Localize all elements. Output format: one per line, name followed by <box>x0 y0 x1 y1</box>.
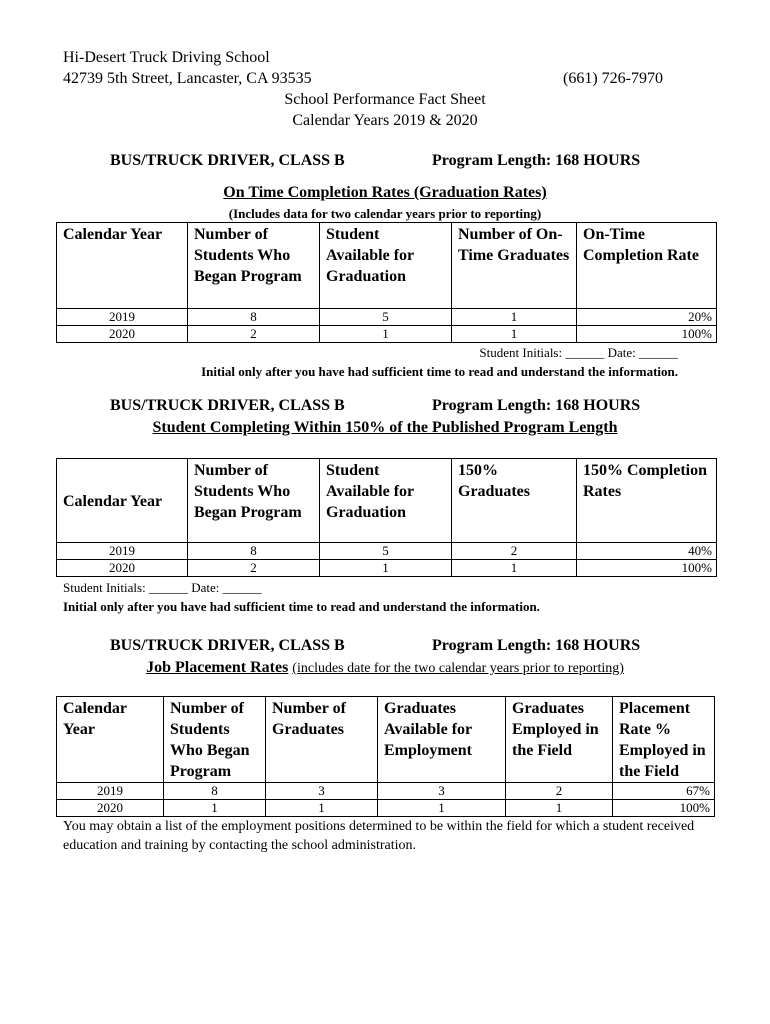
table-cell: 2020 <box>57 326 188 343</box>
table-cell: 8 <box>188 309 320 326</box>
table-cell: 100% <box>613 800 715 817</box>
column-header: Number of Graduates <box>266 697 378 783</box>
section1-title: On Time Completion Rates (Graduation Rates) <box>223 184 547 201</box>
table-cell: 2019 <box>57 309 188 326</box>
initial-instruction: Initial only after you have had sufficient time to read and understand the information. <box>201 364 678 379</box>
school-name: Hi-Desert Truck Driving School <box>63 49 270 66</box>
student-initials-line: Student Initials: ______ Date: ______ <box>479 345 678 360</box>
column-header: Student Available for Graduation <box>320 459 452 543</box>
table-cell: 20% <box>577 309 717 326</box>
table-cell: 1 <box>320 326 452 343</box>
employment-footnote: You may obtain a list of the employment positions determined to be within the field for which a student received education and training by contacting the school administration. <box>63 819 695 853</box>
on-time-completion-table <box>56 222 717 343</box>
column-header: Graduates Available for Employment <box>378 697 506 783</box>
table-cell: 1 <box>506 800 613 817</box>
table-cell: 1 <box>320 560 452 577</box>
document-years: Calendar Years 2019 & 2020 <box>292 112 478 129</box>
job-placement-table <box>56 696 715 817</box>
column-header: Calendar Year <box>57 697 164 783</box>
table-cell: 67% <box>613 783 715 800</box>
table-cell: 1 <box>164 800 266 817</box>
program-length: Program Length: 168 HOURS <box>432 397 641 414</box>
column-header: Number of Students Who Began Program <box>164 697 266 783</box>
program-name: BUS/TRUCK DRIVER, CLASS B <box>110 152 345 169</box>
table-cell: 2020 <box>57 560 188 577</box>
table-cell: 3 <box>378 783 506 800</box>
table-row <box>57 800 715 817</box>
initial-instruction: Initial only after you have had sufficient time to read and understand the information. <box>63 599 540 614</box>
completion-150-table <box>56 458 717 577</box>
table-row <box>57 560 717 577</box>
section3-title-note: (includes date for the two calendar years prior to reporting) <box>292 661 624 676</box>
column-header: Number of Students Who Began Program <box>188 223 320 309</box>
section1-subtitle: (Includes data for two calendar years prior to reporting) <box>228 206 542 221</box>
program-name: BUS/TRUCK DRIVER, CLASS B <box>110 637 345 654</box>
section3-title: Job Placement Rates <box>146 659 289 676</box>
column-header: Number of On-Time Graduates <box>452 223 577 309</box>
table-cell: 2 <box>506 783 613 800</box>
table-cell: 100% <box>577 326 717 343</box>
column-header: Calendar Year <box>57 223 188 309</box>
table-cell: 8 <box>164 783 266 800</box>
table-cell: 1 <box>452 560 577 577</box>
column-header: 150% Graduates <box>452 459 577 543</box>
table-cell: 40% <box>577 543 717 560</box>
program-name: BUS/TRUCK DRIVER, CLASS B <box>110 397 345 414</box>
table-cell: 5 <box>320 543 452 560</box>
column-header: On-Time Completion Rate <box>577 223 717 309</box>
student-initials-line: Student Initials: ______ Date: ______ <box>63 580 262 595</box>
column-header: Placement Rate % Employed in the Field <box>613 697 715 783</box>
table-cell: 100% <box>577 560 717 577</box>
table-cell: 2 <box>452 543 577 560</box>
table-header-row <box>57 459 717 543</box>
table-header-row <box>57 223 717 309</box>
school-phone: (661) 726-7970 <box>563 70 663 87</box>
table-cell: 2019 <box>57 783 164 800</box>
program-length: Program Length: 168 HOURS <box>432 152 641 169</box>
table-cell: 1 <box>452 309 577 326</box>
section2-title: Student Completing Within 150% of the Published Program Length <box>152 419 618 436</box>
table-cell: 2020 <box>57 800 164 817</box>
table-cell: 1 <box>266 800 378 817</box>
section3-title-line <box>0 659 770 677</box>
program-length: Program Length: 168 HOURS <box>432 637 641 654</box>
table-header-row <box>57 697 715 783</box>
document-title: School Performance Fact Sheet <box>284 91 486 108</box>
table-row <box>57 309 717 326</box>
column-header: Graduates Employed in the Field <box>506 697 613 783</box>
table-row <box>57 326 717 343</box>
table-cell: 3 <box>266 783 378 800</box>
column-header: 150% Completion Rates <box>577 459 717 543</box>
column-header: Calendar Year <box>57 459 188 543</box>
table-row <box>57 783 715 800</box>
column-header: Number of Students Who Began Program <box>188 459 320 543</box>
table-cell: 2 <box>188 326 320 343</box>
column-header: Student Available for Graduation <box>320 223 452 309</box>
table-cell: 1 <box>378 800 506 817</box>
table-cell: 1 <box>452 326 577 343</box>
table-cell: 8 <box>188 543 320 560</box>
school-address: 42739 5th Street, Lancaster, CA 93535 <box>63 70 312 87</box>
table-cell: 5 <box>320 309 452 326</box>
table-cell: 2019 <box>57 543 188 560</box>
table-row <box>57 543 717 560</box>
table-cell: 2 <box>188 560 320 577</box>
